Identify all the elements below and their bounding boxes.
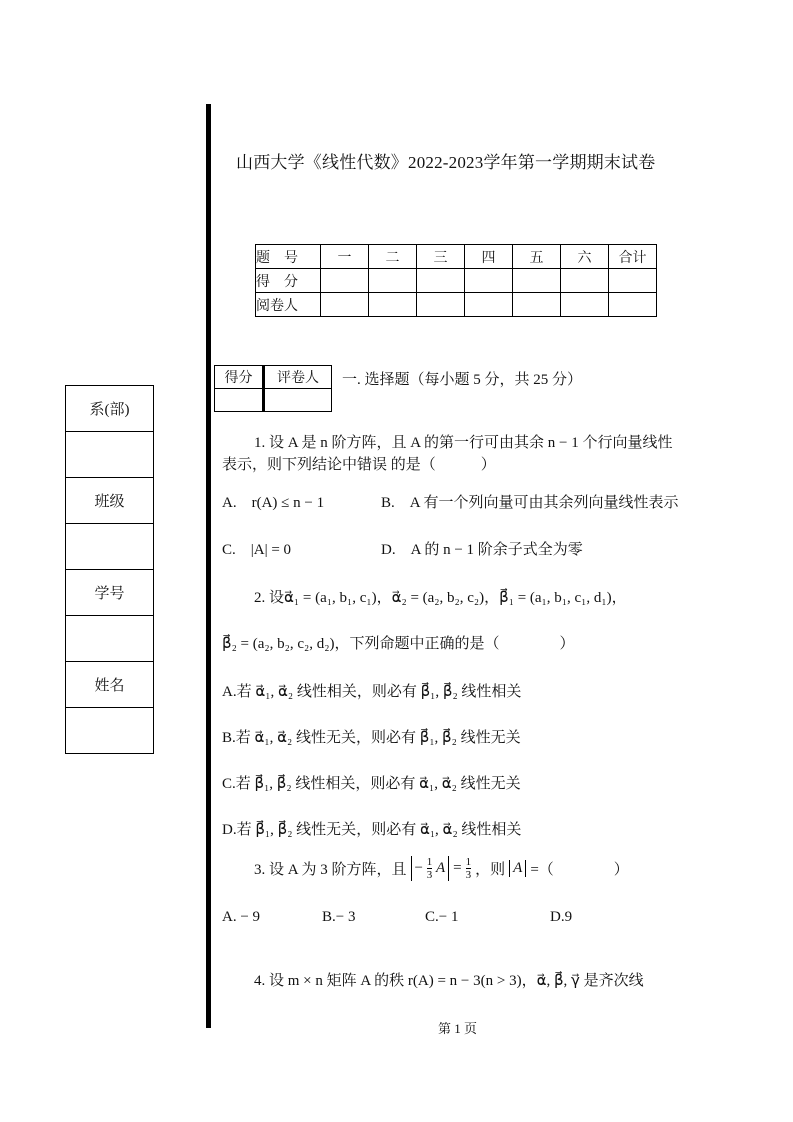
field-name — [66, 708, 154, 754]
score-table — [255, 244, 657, 317]
section-heading: 一. 选择题（每小题 5 分，共 25 分） — [342, 372, 583, 388]
q4-text: 4. 设 m × n 矩阵 A 的秩 r(A) = n − 3(n > 3)，α⃗, β⃗, γ⃗ 是齐次线 — [254, 973, 644, 989]
cell — [465, 269, 513, 293]
cell: 题 号 — [256, 245, 321, 269]
q2-text: β⃗₂ = (a₂, b₂, c₂, d₂)，下列命题中正确的是（ ） — [222, 636, 575, 652]
cell — [264, 389, 332, 412]
cell — [321, 293, 369, 317]
label-department: 系(部) — [66, 386, 154, 432]
q3-option-c: C.− 1 — [425, 909, 459, 925]
q3-abs-a — [509, 860, 526, 877]
denominator: 3 — [465, 869, 472, 881]
label-name: 姓名 — [66, 662, 154, 708]
field-student-id — [66, 616, 154, 662]
cell — [369, 293, 417, 317]
label-class: 班级 — [66, 478, 154, 524]
q3-suffix: ，则 — [475, 862, 506, 878]
numerator: 1 — [465, 856, 472, 868]
q1-option-c: C. |A| = 0 — [222, 542, 292, 558]
equals: = — [453, 860, 462, 876]
denominator: 3 — [426, 869, 433, 881]
grader-table — [214, 365, 332, 412]
matrix-symbol: A — [435, 859, 446, 876]
q1-option-d: D. A 的 n − 1 阶余子式全为零 — [381, 542, 583, 558]
label-student-id: 学号 — [66, 570, 154, 616]
page-number: 第 1 页 — [438, 1021, 478, 1036]
cell — [513, 293, 561, 317]
cell — [561, 293, 609, 317]
cell: 三 — [417, 245, 465, 269]
cell: 一 — [321, 245, 369, 269]
cell — [215, 389, 264, 412]
cell — [321, 269, 369, 293]
cell — [513, 269, 561, 293]
q1-text: 表示，则下列结论中错误 的是（ ） — [222, 457, 496, 473]
q2-option-d: D.若 β⃗₁, β⃗₂ 线性无关，则必有 α⃗₁, α⃗₂ 线性相关 — [222, 822, 522, 838]
cell — [465, 293, 513, 317]
cell: 得 分 — [256, 269, 321, 293]
matrix-symbol: A — [513, 860, 523, 876]
q3-option-b: B.− 3 — [322, 909, 356, 925]
binding-line — [206, 104, 211, 1028]
cell: 二 — [369, 245, 417, 269]
cell — [561, 269, 609, 293]
field-department — [66, 432, 154, 478]
cell: 四 — [465, 245, 513, 269]
cell: 阅卷人 — [256, 293, 321, 317]
q2-option-b: B.若 α⃗₁, α⃗₂ 线性无关，则必有 β⃗₁, β⃗₂ 线性无关 — [222, 730, 521, 746]
q1-option-a: A. r(A) ≤ n − 1 — [222, 495, 325, 511]
q1-option-b: B. A 有一个列向量可由其余列向量线性表示 — [381, 495, 679, 511]
cell: 得分 — [215, 366, 264, 389]
q2-option-c: C.若 β⃗₁, β⃗₂ 线性相关，则必有 α⃗₁, α⃗₂ 线性无关 — [222, 776, 521, 792]
q2-option-a: A.若 α⃗₁, α⃗₂ 线性相关，则必有 β⃗₁, β⃗₂ 线性相关 — [222, 684, 522, 700]
cell — [609, 269, 657, 293]
q3-determinant — [411, 856, 450, 881]
minus-sign: − — [414, 859, 423, 876]
cell — [417, 269, 465, 293]
cell: 合计 — [609, 245, 657, 269]
q3-option-a: A. − 9 — [222, 909, 261, 925]
q3-tail: =（ ） — [530, 862, 629, 878]
q3-option-d: D.9 — [550, 909, 573, 925]
cell: 评卷人 — [264, 366, 332, 389]
cell — [609, 293, 657, 317]
q2-text: 2. 设α⃗₁ = (a₁, b₁, c₁)，α⃗₂ = (a₂, b₂, c₂)，β⃗₁ = (a₁, b₁, c₁, d₁)， — [254, 590, 627, 606]
q3-text — [254, 856, 629, 881]
cell — [369, 269, 417, 293]
fraction — [466, 856, 472, 881]
q1-text: 1. 设 A 是 n 阶方阵，且 A 的第一行可由其余 n − 1 个行向量线性 — [254, 435, 673, 451]
cell — [417, 293, 465, 317]
numerator: 1 — [426, 856, 433, 868]
page-title: 山西大学《线性代数》2022-2023学年第一学期期末试卷 — [236, 153, 656, 172]
field-class — [66, 524, 154, 570]
cell: 五 — [513, 245, 561, 269]
q3-prefix: 3. 设 A 为 3 阶方阵，且 — [254, 862, 407, 878]
fraction — [427, 856, 433, 881]
student-info-table — [65, 385, 154, 754]
cell: 六 — [561, 245, 609, 269]
